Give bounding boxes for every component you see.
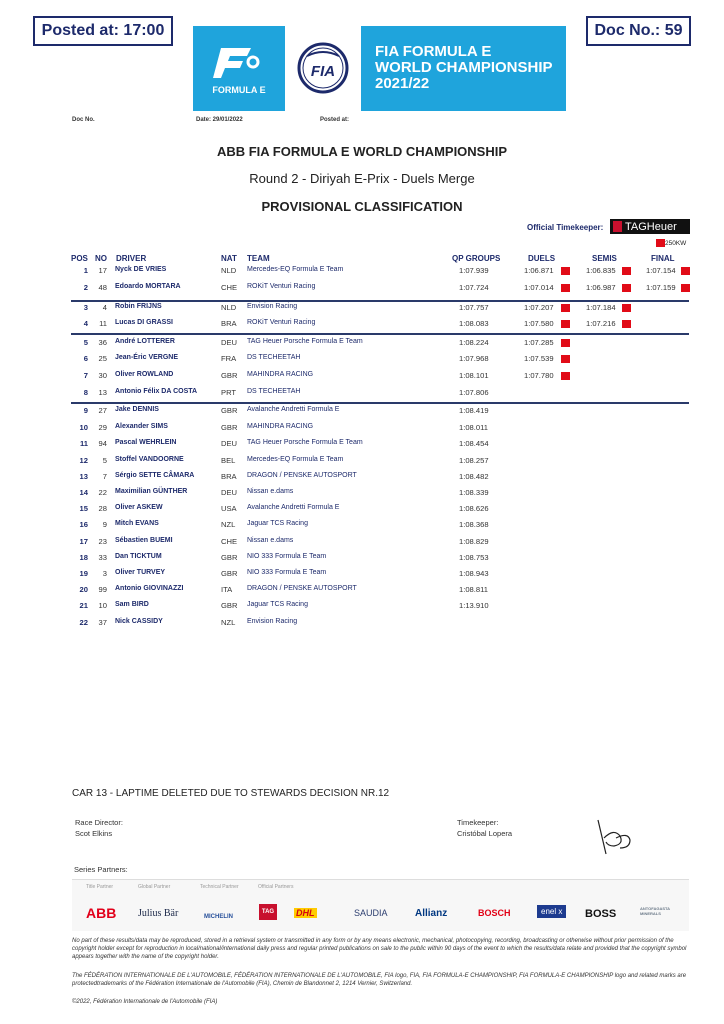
cell-pos: 7: [83, 371, 88, 380]
power-marker-icon: [561, 355, 570, 363]
cell-pos: 9: [83, 406, 88, 415]
cell-no: 7: [102, 472, 107, 481]
cell-no: 5: [102, 456, 107, 465]
timekeeper-sign-label: Timekeeper:: [457, 818, 499, 827]
cell-no: 23: [98, 537, 107, 546]
power-legend: [656, 239, 686, 247]
cell-driver: Sébastien BUEMI: [115, 537, 173, 544]
cell-driver: Oliver ROWLAND: [115, 371, 174, 378]
cell-pos: 21: [79, 601, 88, 610]
col-qp-groups: QP GROUPS: [452, 254, 501, 263]
tier-technical: Technical Partner: [200, 884, 239, 890]
cell-pos: 14: [79, 488, 88, 497]
tier-title: Title Partner: [86, 884, 114, 890]
cell-no: 30: [98, 371, 107, 380]
col-pos: POS: [71, 254, 88, 263]
cell-qp: 1:07.939: [459, 266, 489, 275]
cell-pos: 11: [79, 439, 88, 448]
table-row: [0, 319, 724, 335]
table-row: [0, 423, 724, 439]
cell-qp: 1:08.419: [459, 406, 489, 415]
cell-no: 17: [98, 266, 107, 275]
cell-pos: 5: [83, 338, 88, 347]
cell-driver: Jean-Éric VERGNE: [115, 354, 179, 361]
table-row: [0, 371, 724, 387]
cell-pos: 17: [79, 537, 88, 546]
cell-qp: 1:08.829: [459, 537, 489, 546]
table-row: [0, 456, 724, 472]
table-row: [0, 388, 724, 404]
cell-qp: 1:08.339: [459, 488, 489, 497]
cell-team: TAG Heuer Porsche Formula E Team: [247, 338, 363, 345]
cell-driver: Oliver TURVEY: [115, 569, 166, 576]
power-marker-icon: [561, 372, 570, 380]
cell-qp: 1:08.368: [459, 520, 489, 529]
cell-team: Nissan e.dams: [247, 488, 294, 495]
table-row: [0, 266, 724, 282]
cell-semis: 1:07.184: [586, 303, 616, 312]
cell-pos: 22: [79, 618, 88, 627]
table-row: [0, 338, 724, 354]
table-row: [0, 553, 724, 569]
cell-qp: 1:13.910: [459, 601, 489, 610]
cell-qp: 1:08.083: [459, 319, 489, 328]
power-marker-icon: [622, 267, 631, 275]
cell-team: DS TECHEETAH: [247, 388, 301, 395]
classification-title: PROVISIONAL CLASSIFICATION: [261, 199, 463, 214]
cell-driver: Lucas DI GRASSI: [115, 319, 173, 326]
cell-pos: 4: [83, 319, 88, 328]
enel-x-logo: enel x: [537, 905, 566, 918]
partners-bar: [72, 879, 689, 931]
cell-qp: 1:08.224: [459, 338, 489, 347]
table-row: [0, 439, 724, 455]
cell-driver: Nyck DE VRIES: [115, 266, 167, 273]
cell-driver: André LOTTERER: [115, 338, 175, 345]
cell-qp: 1:08.011: [459, 423, 488, 432]
cell-qp: 1:08.753: [459, 553, 489, 562]
cell-team: MAHINDRA RACING: [247, 371, 314, 378]
fia-logo-text: FIA: [310, 63, 336, 80]
cell-nat: PRT: [221, 388, 237, 397]
cell-team: MAHINDRA RACING: [247, 423, 314, 430]
table-row: [0, 569, 724, 585]
cell-nat: GBR: [221, 371, 238, 380]
cell-team: Envision Racing: [247, 618, 298, 625]
cell-team: ROKiT Venturi Racing: [247, 319, 316, 326]
championship-title: ABB FIA FORMULA E WORLD CHAMPIONSHIP: [216, 144, 508, 159]
cell-driver: Sérgio SETTE CÂMARA: [115, 472, 195, 479]
cell-nat: BEL: [221, 456, 236, 465]
race-director-label: Race Director:: [75, 818, 123, 827]
formula-e-logo-text: FORMULA E: [212, 85, 266, 95]
cell-no: 3: [102, 569, 107, 578]
boss-logo: BOSS: [585, 908, 617, 920]
date-label: Date: 29/01/2022: [196, 117, 243, 123]
power-marker-icon: [561, 339, 570, 347]
col-duels: DUELS: [528, 254, 556, 263]
cell-team: Jaguar TCS Racing: [247, 520, 308, 527]
formula-e-logo: [193, 26, 285, 111]
power-marker-icon: [622, 320, 631, 328]
cell-qp: 1:08.943: [459, 569, 489, 578]
cell-no: 9: [102, 520, 107, 529]
cell-semis: 1:06.835: [586, 266, 616, 275]
power-marker-icon: [622, 304, 631, 312]
power-marker-icon: [561, 267, 570, 275]
col-nat: NAT: [221, 254, 237, 263]
cell-team: Jaguar TCS Racing: [247, 601, 308, 608]
event-title: Round 2 - Diriyah E-Prix - Duels Merge: [249, 171, 475, 186]
table-row: [0, 283, 724, 299]
cell-final: 1:07.154: [646, 266, 676, 275]
table-row: [0, 488, 724, 504]
banner-line-1: FIA FORMULA E: [375, 43, 492, 60]
timekeeper-sign-name: Cristóbal Lopera: [457, 829, 513, 838]
banner-line-2: WORLD CHAMPIONSHIP: [375, 59, 553, 76]
col-driver: DRIVER: [116, 254, 147, 263]
fia-logo: [285, 26, 361, 111]
cell-team: Avalanche Andretti Formula E: [247, 406, 340, 413]
michelin-logo: MICHELIN: [204, 914, 233, 920]
cell-nat: CHE: [221, 283, 238, 292]
tag-shield-icon: [613, 221, 622, 232]
table-row: [0, 504, 724, 520]
cell-no: 36: [98, 338, 107, 347]
cell-no: 25: [98, 354, 107, 363]
cell-driver: Antonio GIOVINAZZI: [115, 585, 184, 592]
bosch-logo: BOSCH: [478, 908, 511, 918]
cell-pos: 10: [79, 423, 88, 432]
red-square-icon: [656, 239, 665, 247]
cell-no: 37: [98, 618, 107, 627]
power-marker-icon: [561, 284, 570, 292]
cell-semis: 1:06.987: [586, 283, 616, 292]
cell-nat: GBR: [221, 553, 238, 562]
cell-no: 4: [102, 303, 107, 312]
cell-team: Nissan e.dams: [247, 537, 294, 544]
col-semis: SEMIS: [592, 254, 617, 263]
power-marker-icon: [681, 267, 690, 275]
cell-no: 48: [98, 283, 107, 292]
power-legend-label: 250KW: [665, 239, 687, 247]
dhl-logo: DHL: [296, 908, 315, 918]
cell-driver: Robin FRIJNS: [115, 303, 162, 310]
cell-nat: GBR: [221, 423, 238, 432]
cell-pos: 13: [79, 472, 88, 481]
cell-nat: DEU: [221, 488, 238, 497]
cell-qp: 1:08.626: [459, 504, 489, 513]
table-row: [0, 520, 724, 536]
table-row: [0, 354, 724, 370]
cell-nat: BRA: [221, 472, 237, 481]
cell-nat: ITA: [221, 585, 233, 594]
cell-duels: 1:07.780: [524, 371, 554, 380]
cell-pos: 6: [83, 354, 88, 363]
power-marker-icon: [681, 284, 690, 292]
cell-team: Mercedes-EQ Formula E Team: [247, 456, 344, 463]
cell-nat: GBR: [221, 569, 238, 578]
col-team: TEAM: [247, 254, 270, 263]
table-row: [0, 601, 724, 617]
cell-team: NIO 333 Formula E Team: [247, 553, 327, 560]
cell-no: 11: [99, 319, 107, 328]
cell-nat: GBR: [221, 406, 238, 415]
cell-team: NIO 333 Formula E Team: [247, 569, 327, 576]
posted-at-box: Posted at: 17:00: [33, 16, 173, 46]
cell-driver: Sam BIRD: [115, 601, 149, 608]
cell-qp: 1:07.806: [459, 388, 489, 397]
table-row: [0, 618, 724, 634]
cell-no: 29: [98, 423, 107, 432]
cell-team: DRAGON / PENSKE AUTOSPORT: [247, 472, 357, 479]
trademark-notice: The FÉDÉRATION INTERNATIONALE DE L'AUTOMOBILE, FÉDÉRATION INTERNATIONALE DE L'AUTOMOBILE, FIA logo, FIA, FIA FORMULA-E CHAMPIONSHIP, FIA FORMULA-E CHAMPIONSHIP logo and related marks are protectedtrademarks of the Fédération Internationale de l'Automobile (FIA), Chemin de Blandonnet 2, 1214 Vernier, Switzerland.: [72, 973, 687, 987]
cell-team: Mercedes-EQ Formula E Team: [247, 266, 344, 273]
cell-team: Avalanche Andretti Formula E: [247, 504, 340, 511]
championship-banner: [193, 26, 566, 111]
cell-driver: Nick CASSIDY: [115, 618, 163, 625]
cell-driver: Oliver ASKEW: [115, 504, 163, 511]
race-director-name: Scot Elkins: [75, 829, 113, 838]
cell-pos: 16: [79, 520, 88, 529]
banner-title: [375, 44, 553, 92]
posted-label: Posted at:: [320, 117, 350, 123]
cell-final: 1:07.159: [646, 283, 676, 292]
cell-qp: 1:08.257: [459, 456, 489, 465]
cell-pos: 2: [83, 283, 88, 292]
table-row: [0, 303, 724, 319]
cell-pos: 8: [83, 388, 88, 397]
cell-team: Envision Racing: [247, 303, 298, 310]
cell-driver: Alexander SIMS: [115, 423, 168, 430]
cell-nat: DEU: [221, 439, 238, 448]
power-marker-icon: [622, 284, 631, 292]
cell-driver: Pascal WEHRLEIN: [115, 439, 177, 446]
col-no: NO: [95, 254, 107, 263]
cell-no: 94: [98, 439, 107, 448]
copyright-notice: No part of these results/data may be reproduced, stored in a retrieval system or transmitted in any form or by any means electronic, mechanical, photocopying, recording, broadcasting or otherwise without prior permission of the copyright holder except for reproduction in local/national/international daily press and regular printed publications on sale to the public within 90 days of the event to which the results/data relate and provided that the copyright symbol appears together with the name of the copyright holder.: [72, 938, 687, 960]
cell-qp: 1:08.811: [459, 585, 488, 594]
cell-duels: 1:07.207: [524, 303, 554, 312]
tier-official: Official Partners: [258, 884, 294, 890]
cell-team: ROKiT Venturi Racing: [247, 283, 316, 290]
cell-pos: 18: [79, 553, 88, 562]
cell-no: 10: [98, 601, 107, 610]
cell-no: 28: [98, 504, 107, 513]
cell-driver: Jake DENNIS: [115, 406, 159, 413]
saudia-logo: SAUDIA: [354, 908, 388, 918]
stewards-note: CAR 13 - LAPTIME DELETED DUE TO STEWARDS DECISION NR.12: [72, 788, 390, 799]
cell-qp: 1:07.968: [459, 354, 489, 363]
cell-duels: 1:07.539: [524, 354, 554, 363]
cell-nat: CHE: [221, 537, 238, 546]
cell-qp: 1:08.101: [459, 371, 489, 380]
cell-qp: 1:08.454: [459, 439, 489, 448]
group-divider: [71, 300, 689, 302]
cell-pos: 1: [83, 266, 88, 275]
cell-pos: 19: [79, 569, 88, 578]
cell-driver: Maximilian GÜNTHER: [115, 488, 188, 495]
antofagasta-logo: ANTOFAGASTA MINERALS: [640, 906, 670, 916]
abb-logo: ABB: [86, 905, 117, 921]
tag-heuer-partner-logo: TAG: [259, 904, 277, 920]
power-marker-icon: [561, 320, 570, 328]
cell-no: 99: [98, 585, 107, 594]
cell-pos: 20: [79, 585, 88, 594]
col-final: FINAL: [651, 254, 675, 263]
tag-heuer-logo-text: TAGHeuer: [625, 220, 677, 233]
power-marker-icon: [561, 304, 570, 312]
copyright-line: ©2022, Fédération Internationale de l'Automobile (FIA): [72, 999, 218, 1005]
cell-nat: GBR: [221, 601, 238, 610]
cell-qp: 1:08.482: [459, 472, 489, 481]
cell-no: 13: [98, 388, 107, 397]
cell-nat: FRA: [221, 354, 237, 363]
cell-driver: Dan TICKTUM: [115, 553, 162, 560]
allianz-logo: Allianz: [415, 908, 448, 919]
cell-pos: 15: [79, 504, 88, 513]
cell-pos: 12: [79, 456, 88, 465]
cell-no: 33: [98, 553, 107, 562]
cell-driver: Edoardo MORTARA: [115, 283, 181, 290]
doc-number-box: Doc No.: 59: [586, 16, 691, 46]
julius-baer-logo: Julius Bär: [138, 908, 179, 919]
cell-nat: NLD: [221, 266, 237, 275]
table-row: [0, 472, 724, 488]
cell-nat: NZL: [221, 618, 236, 627]
cell-nat: USA: [221, 504, 237, 513]
table-row: [0, 537, 724, 553]
cell-pos: 3: [83, 303, 88, 312]
cell-no: 27: [98, 406, 107, 415]
cell-duels: 1:07.580: [524, 319, 554, 328]
cell-nat: NZL: [221, 520, 236, 529]
series-partners-label: Series Partners:: [74, 865, 128, 874]
cell-qp: 1:07.757: [459, 303, 489, 312]
cell-nat: BRA: [221, 319, 237, 328]
cell-duels: 1:06.871: [524, 266, 554, 275]
cell-duels: 1:07.014: [524, 283, 554, 292]
tag-heuer-logo: [610, 219, 690, 234]
cell-duels: 1:07.285: [524, 338, 554, 347]
cell-driver: Mitch EVANS: [115, 520, 159, 527]
cell-team: TAG Heuer Porsche Formula E Team: [247, 439, 363, 446]
cell-semis: 1:07.216: [586, 319, 616, 328]
cell-no: 22: [98, 488, 107, 497]
cell-qp: 1:07.724: [459, 283, 489, 292]
cell-driver: Stoffel VANDOORNE: [115, 456, 184, 463]
cell-nat: NLD: [221, 303, 237, 312]
banner-line-3: 2021/22: [375, 75, 430, 92]
doc-no-label: Doc No.: [72, 117, 95, 123]
tier-global: Global Partner: [138, 884, 171, 890]
cell-team: DRAGON / PENSKE AUTOSPORT: [247, 585, 357, 592]
cell-driver: Antonio Félix DA COSTA: [115, 388, 198, 395]
table-row: [0, 585, 724, 601]
timekeeper-label: Official Timekeeper:: [527, 223, 604, 232]
cell-team: DS TECHEETAH: [247, 354, 301, 361]
timekeeper-signature: [590, 818, 636, 858]
cell-nat: DEU: [221, 338, 238, 347]
table-row: [0, 406, 724, 422]
